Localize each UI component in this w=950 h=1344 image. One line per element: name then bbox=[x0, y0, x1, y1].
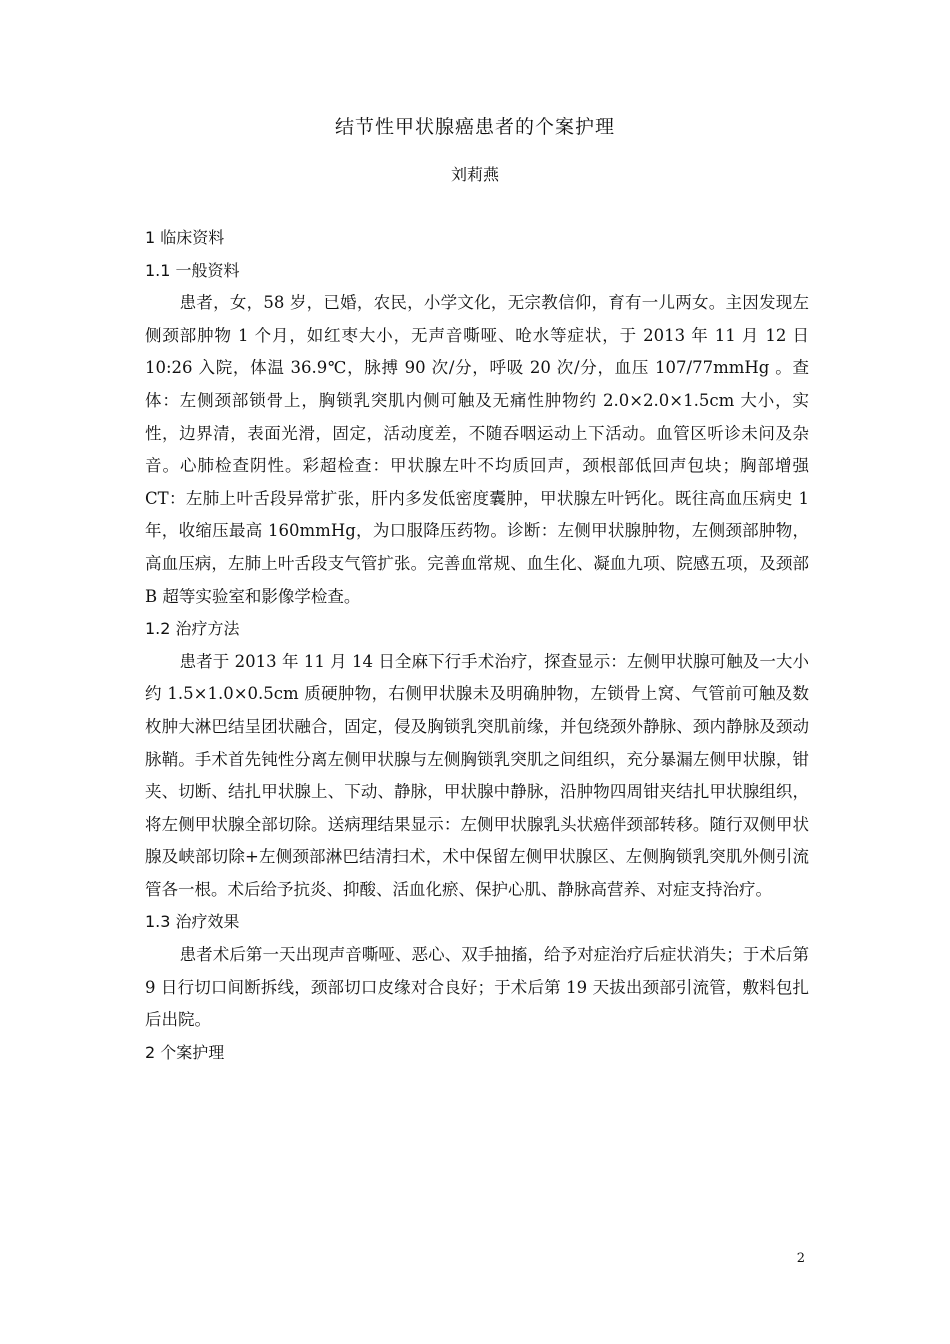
paragraph-general-data: 患者，女，58 岁，已婚，农民，小学文化，无宗教信仰，育有一儿两女。主因发现左侧颈部肿物 1 个月，如红枣大小，无声音嘶哑、呛水等症状，于 2013 年 11 月 12 日 10:26 入院，体温 36.9℃，脉搏 90 次/分，呼吸 20 次/分，血压 107/77mmHg 。查体：左侧颈部锁骨上，胸锁乳突肌内侧可触及无痛性肿物约 2.0×2.0×1.5cm 大小，实性，边界清，表面光滑，固定，活动度差，不随吞咽运动上下活动。血管区听诊未问及杂音。心肺检查阴性。彩超检查：甲状腺左叶不均质回声，颈根部低回声包块；胸部增强 CT：左肺上叶舌段异常扩张，肝内多发低密度囊肿，甲状腺左叶钙化。既往高血压病史 1 年，收缩压最高 160mmHg，为口服降压药物。诊断：左侧甲状腺肿物，左侧颈部肿物，高血压病，左肺上叶舌段支气管扩张。完善血常规、血生化、凝血九项、院感五项，及颈部 B 超等实验室和影像学检查。 bbox=[145, 293, 809, 606]
page-number: 2 bbox=[796, 1251, 805, 1266]
section-heading-clinical-data: 1 临床资料 bbox=[145, 228, 225, 247]
paragraph-treatment-effect: 患者术后第一天出现声音嘶哑、恶心、双手抽搐，给予对症治疗后症状消失；于术后第 9 日行切口间断拆线，颈部切口皮缘对合良好；于术后第 19 天拔出颈部引流管，敷料包扎后出院。 bbox=[145, 945, 809, 1030]
subsection-heading-treatment-effect: 1.3 治疗效果 bbox=[145, 912, 240, 932]
section-heading-case-nursing: 2 个案护理 bbox=[145, 1042, 225, 1062]
subsection-heading-general-data: 1.1 一般资料 bbox=[145, 260, 240, 280]
author-name: 刘莉燕 bbox=[450, 165, 499, 184]
page-title: 结节性甲状腺癌患者的个案护理 bbox=[334, 116, 615, 138]
document-body bbox=[145, 222, 809, 1069]
subsection-heading-treatment-method: 1.2 治疗方法 bbox=[145, 619, 240, 639]
paragraph-treatment-method: 患者于 2013 年 11 月 14 日全麻下行手术治疗，探查显示：左侧甲状腺可触及一大小约 1.5×1.0×0.5cm 质硬肿物，右侧甲状腺未及明确肿物，左锁骨上窝、气管前可触及数枚肿大淋巴结呈团状融合，固定，侵及胸锁乳突肌前缘，并包绕颈外静脉、颈内静脉及颈动脉鞘。手术首先钝性分离左侧甲状腺与左侧胸锁乳突肌之间组织，充分暴漏左侧甲状腺，钳夹、切断、结扎甲状腺上、下动、静脉，甲状腺中静脉，沿肿物四周钳夹结扎甲状腺组织，将左侧甲状腺全部切除。送病理结果显示：左侧甲状腺乳头状癌伴颈部转移。随行双侧甲状腺及峡部切除+左侧颈部淋巴结清扫术，术中保留左侧甲状腺区、左侧胸锁乳突肌外侧引流管各一根。术后给予抗炎、抑酸、活血化瘀、保护心肌、静脉高营养、对症支持治疗。 bbox=[145, 651, 809, 899]
